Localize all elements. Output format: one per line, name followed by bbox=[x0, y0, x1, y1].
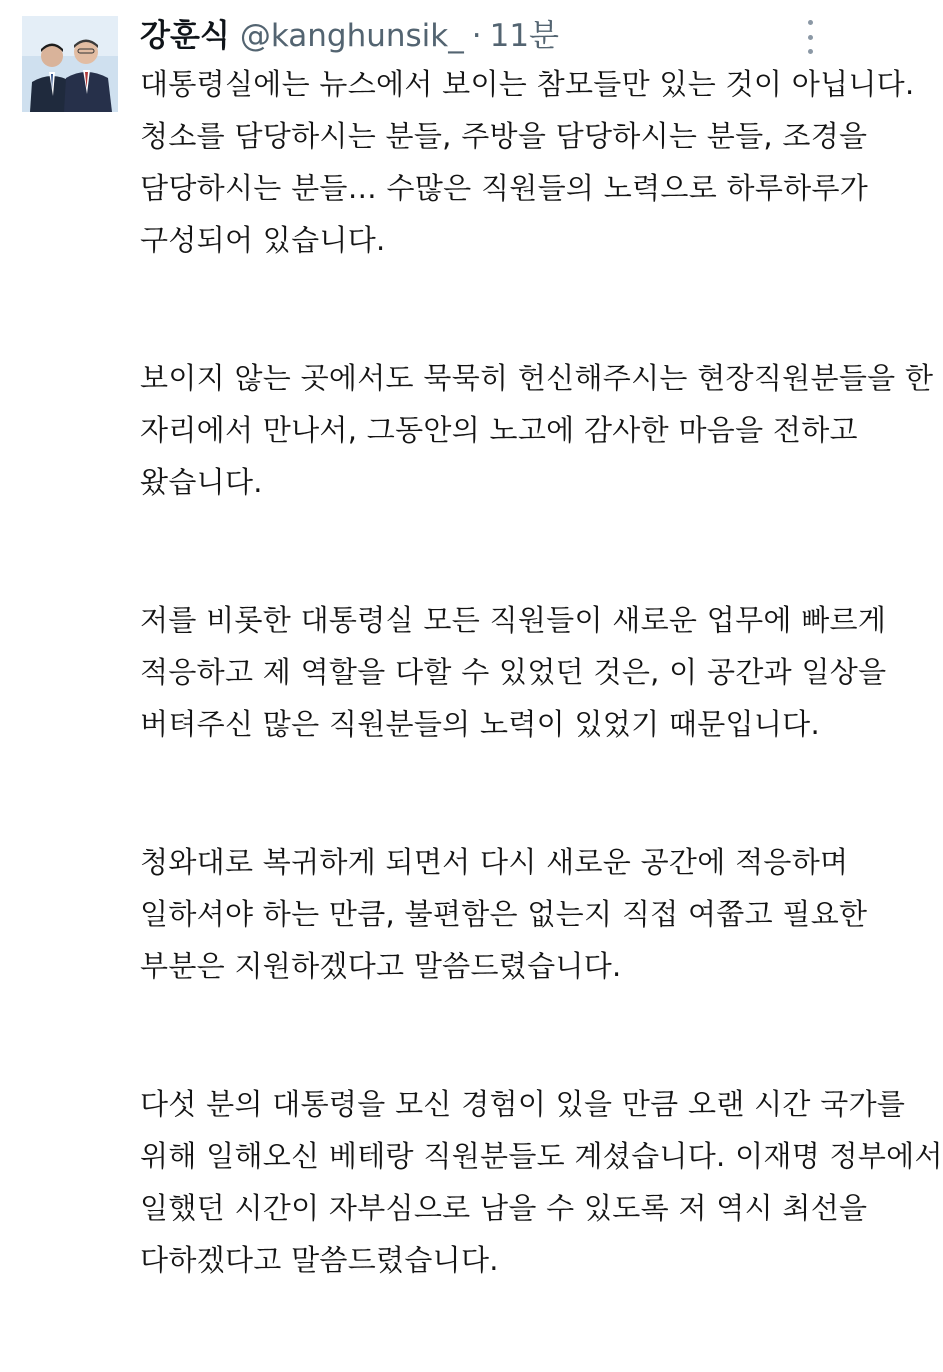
paragraph bbox=[140, 352, 934, 508]
text-line: 담당하시는 분들… 수많은 직원들의 노력으로 하루하루가 bbox=[140, 171, 869, 205]
text-line: 저를 비롯한 대통령실 모든 직원들이 새로운 업무에 빠르게 bbox=[140, 603, 887, 637]
separator-dot: · bbox=[471, 18, 482, 54]
text-line: 보이지 않는 곳에서도 묵묵히 헌신해주시는 현장직원분들을 한 bbox=[140, 361, 934, 395]
text-line: 위해 일해오신 베테랑 직원분들도 계셨습니다. 이재명 정부에서 bbox=[140, 1139, 943, 1173]
text-line: 버텨주신 많은 직원분들의 노력이 있었기 때문입니다. bbox=[140, 707, 821, 741]
avatar[interactable] bbox=[22, 16, 118, 112]
more-dot bbox=[808, 20, 813, 25]
tweet-body bbox=[140, 58, 943, 1372]
text-line: 일하셔야 하는 만큼, 불편함은 없는지 직접 여쭙고 필요한 bbox=[140, 897, 868, 931]
text-line: 왔습니다. bbox=[140, 465, 263, 499]
text-line: 청소를 담당하시는 분들, 주방을 담당하시는 분들, 조경을 bbox=[140, 119, 868, 153]
text-line: 청와대로 복귀하게 되면서 다시 새로운 공간에 적응하며 bbox=[140, 845, 849, 879]
text-line: 다섯 분의 대통령을 모신 경험이 있을 만큼 오랜 시간 국가를 bbox=[140, 1087, 906, 1121]
text-line: 부분은 지원하겠다고 말씀드렸습니다. bbox=[140, 949, 622, 983]
tweet-header bbox=[140, 14, 559, 58]
paragraph bbox=[140, 1078, 943, 1286]
paragraph bbox=[140, 836, 868, 992]
profile-photo-icon bbox=[22, 16, 118, 112]
more-dot bbox=[808, 35, 813, 40]
text-line: 다하겠다고 말씀드렸습니다. bbox=[140, 1243, 499, 1277]
text-line: 구성되어 있습니다. bbox=[140, 223, 386, 257]
paragraph bbox=[140, 594, 887, 750]
paragraph bbox=[140, 58, 915, 266]
text-line: 일했던 시간이 자부심으로 남을 수 있도록 저 역시 최선을 bbox=[140, 1191, 868, 1225]
text-line: 대통령실에는 뉴스에서 보이는 참모들만 있는 것이 아닙니다. bbox=[140, 67, 915, 101]
timestamp[interactable]: 11분 bbox=[489, 18, 559, 54]
more-vertical-icon[interactable] bbox=[798, 20, 822, 54]
text-line: 적응하고 제 역할을 다할 수 있었던 것은, 이 공간과 일상을 bbox=[140, 655, 887, 689]
text-line: 자리에서 만나서, 그동안의 노고에 감사한 마음을 전하고 bbox=[140, 413, 858, 447]
user-handle[interactable]: @kanghunsik_ bbox=[239, 18, 464, 54]
more-dot bbox=[808, 49, 813, 54]
display-name[interactable]: 강훈식 bbox=[140, 18, 230, 54]
